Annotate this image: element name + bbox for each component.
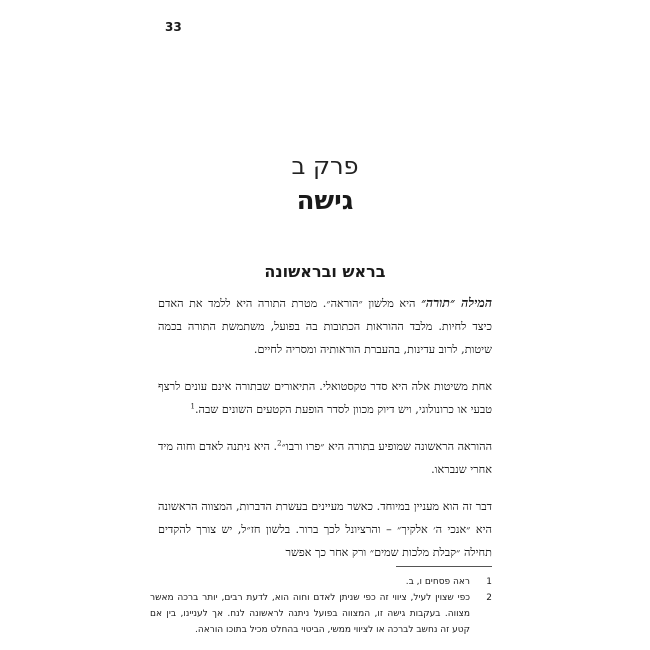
- paragraph: [158, 375, 492, 421]
- paragraph-text: היא מלשון ״הוראה״. מטרת התורה היא ללמד את האדם כיצד לחיות. מלבד ההוראות הכתובות בה בפועל, משתמשת התורה בכמה שיטות, לרוב עדינות, בהעברת הוראותיה ומסריה לחיים.: [158, 297, 492, 356]
- paragraph: [158, 291, 492, 361]
- footnote-number: 1: [486, 577, 492, 587]
- footnote: [150, 574, 492, 590]
- footnote-text: כפי שצוין לעיל, ציווי זה כפי שניתן לאדם וחוה הוא, לדעת רבים, יותר ברכה מאשר מצווה. בעקבות גישה זו, המצווה בפועל ניתנה לראשונה לנח. אך לעניינו, בין אם קטע זה נחשב לברכה או לציווי ממשי, הביטוי בהחלט מכיל בתוכו הוראה.: [150, 593, 470, 635]
- paragraph-text: . היא ניתנה לאדם וחוה מיד אחרי שנבראו.: [158, 440, 492, 476]
- section-heading: בראש ובראשונה: [264, 262, 386, 281]
- paragraph: [158, 435, 492, 481]
- footnote-number: 2: [486, 593, 492, 603]
- footnote-text: ראה פסחים ו, ב.: [405, 577, 470, 587]
- paragraph: [158, 495, 492, 564]
- body-text: [158, 291, 492, 578]
- chapter-title: גישה: [296, 186, 354, 216]
- paragraph-lead: המילה ״תורה״: [421, 295, 493, 310]
- chapter-label: פרק ב: [291, 152, 359, 180]
- footnote-ref[interactable]: 1: [190, 402, 195, 411]
- footnote-divider: [396, 566, 492, 567]
- footnotes: [150, 574, 492, 638]
- paragraph-text: דבר זה הוא מעניין במיוחד. כאשר מעיינים בעשרת הדברות, המצווה הראשונה היא ״אנכי ה׳ אלקיך״ – והרציונל לכך ברור. בלשון חז״ל, יש צורך להקדים תחילה ״קבלת מלכות שמים״ ורק אחר כך אפשר: [158, 500, 492, 559]
- footnote-ref[interactable]: 2: [277, 439, 282, 448]
- page-number: 33: [165, 20, 182, 34]
- footnote: [150, 590, 492, 638]
- paragraph-text: אחת משיטות אלה היא סדר טקסטואלי. התיאורים שבתורה אינם עונים לרצף טבעי או כרונולוגי, ויש דיוק מכוון לסדר הופעת הקטעים השונים שבה.: [158, 380, 492, 416]
- paragraph-text: ההוראה הראשונה שמופיע בתורה היא ״פרו ורבו״: [281, 440, 492, 453]
